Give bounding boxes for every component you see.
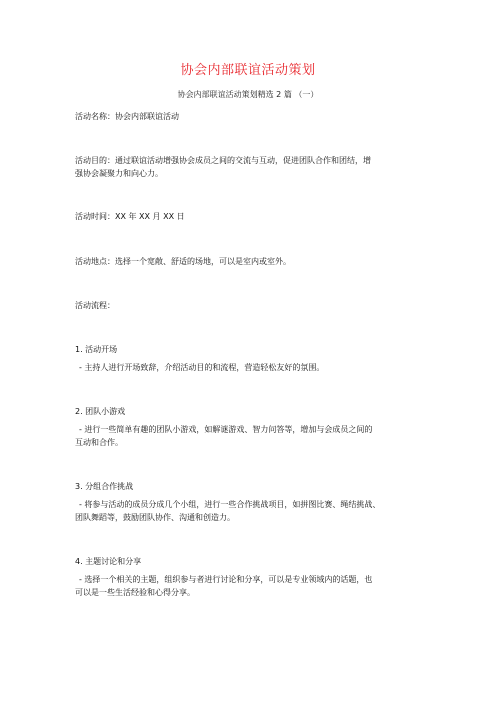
step-4-line-2: 可以是一些生活经验和心得分享。 bbox=[75, 588, 195, 597]
activity-time: 活动时间：XX 年 XX 月 XX 日 bbox=[75, 212, 185, 221]
step-4-line-1: - 选择一个相关的主题，组织参与者进行讨论和分享，可以是专业领域内的话题，也 bbox=[79, 575, 373, 584]
process-heading: 活动流程： bbox=[75, 301, 115, 310]
step-3-line-2: 团队舞蹈等，鼓励团队协作、沟通和创造力。 bbox=[75, 513, 235, 522]
step-3-line-1: - 将参与活动的成员分成几个小组，进行一些合作挑战项目，如拼图比赛、绳结挑战、 bbox=[79, 500, 381, 509]
purpose-line-2: 强协会凝聚力和向心力。 bbox=[75, 169, 163, 178]
document-title: 协会内部联谊活动策划 bbox=[180, 63, 316, 78]
document-subtitle: 协会内部联谊活动策划精选 2 篇 （一） bbox=[177, 90, 319, 99]
purpose-line-1: 活动目的：通过联谊活动增强协会成员之间的交流与互动，促进团队合作和团结，增 bbox=[75, 156, 371, 165]
step-4-heading: 4. 主题讨论和分享 bbox=[75, 557, 142, 566]
step-3-heading: 3. 分组合作挑战 bbox=[75, 482, 134, 491]
step-2-line-2: 互动和合作。 bbox=[75, 438, 123, 447]
activity-name: 活动名称：协会内部联谊活动 bbox=[75, 112, 179, 121]
step-1-heading: 1. 活动开场 bbox=[75, 345, 118, 354]
step-2-line-1: - 进行一些简单有趣的团队小游戏，如解谜游戏、智力问答等，增加与会成员之间的 bbox=[79, 425, 373, 434]
step-1-line-1: - 主持人进行开场致辞，介绍活动目的和流程，营造轻松友好的氛围。 bbox=[79, 363, 325, 372]
activity-location: 活动地点：选择一个宽敞、舒适的场地，可以是室内或室外。 bbox=[75, 257, 291, 266]
step-2-heading: 2. 团队小游戏 bbox=[75, 407, 126, 416]
